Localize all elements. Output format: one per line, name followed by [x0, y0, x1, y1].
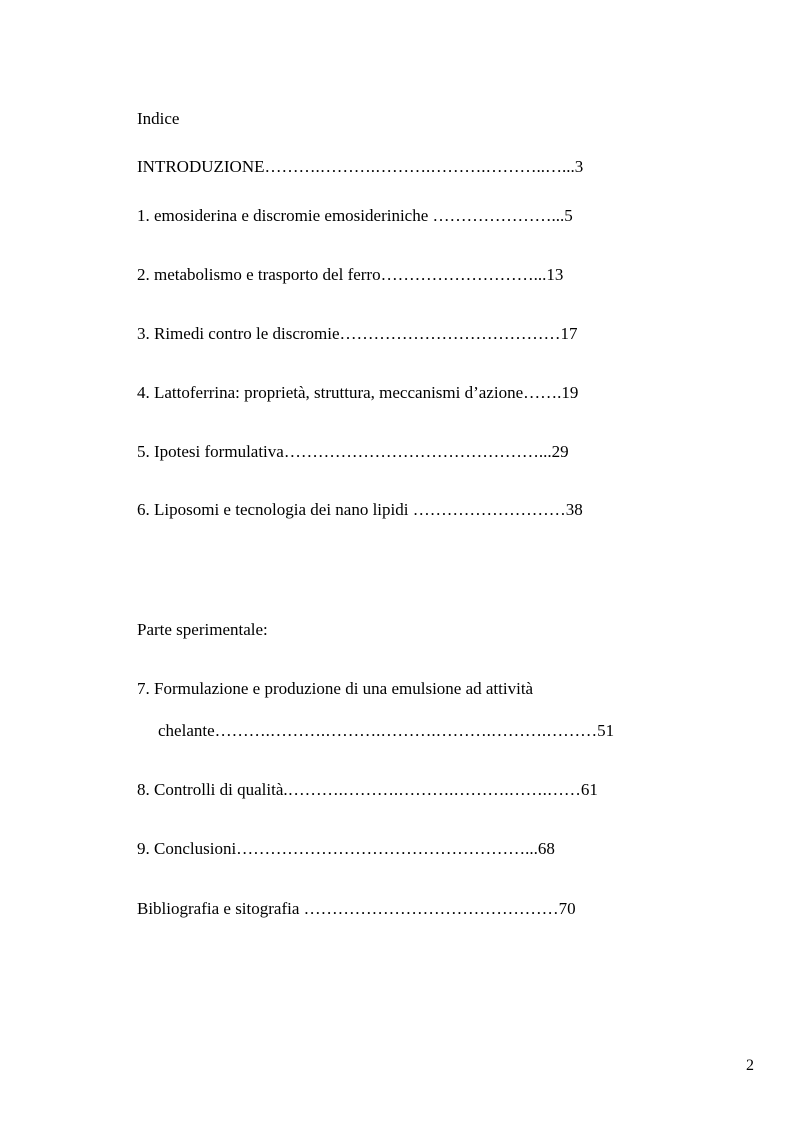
- section-heading-experimental: Parte sperimentale:: [137, 620, 268, 639]
- toc-entry-7: 7. Formulazione e produzione di una emulsione ad attività: [137, 679, 534, 698]
- toc-entry-9: 9. Conclusioni……………………………………………...68: [137, 839, 555, 858]
- toc-entry-4: 4. Lattoferrina: proprietà, struttura, meccanismi d’azione…….19: [137, 383, 579, 402]
- toc-entry-7-continuation: chelante……….……….……….……….……….……….………51: [158, 721, 615, 740]
- toc-entry-1: 1. emosiderina e discromie emosideriniche …………………...5: [137, 206, 573, 225]
- toc-heading: Indice: [137, 109, 180, 128]
- toc-entry-2: 2. metabolismo e trasporto del ferro………………………...13: [137, 265, 564, 284]
- toc-entry-5: 5. Ipotesi formulativa………………………………………...29: [137, 442, 569, 461]
- toc-entry-bibliografia: Bibliografia e sitografia ………………………………………70: [137, 899, 576, 918]
- page-number: 2: [746, 1057, 754, 1074]
- toc-entry-3: 3. Rimedi contro le discromie…………………………………17: [137, 324, 578, 343]
- toc-entry-6: 6. Liposomi e tecnologia dei nano lipidi ………………………38: [137, 500, 583, 519]
- toc-entry-introduzione: INTRODUZIONE……….……….……….……….………..…...3: [137, 157, 584, 176]
- toc-entry-8: 8. Controlli di qualità.……….……….……….……….…….……61: [137, 780, 598, 799]
